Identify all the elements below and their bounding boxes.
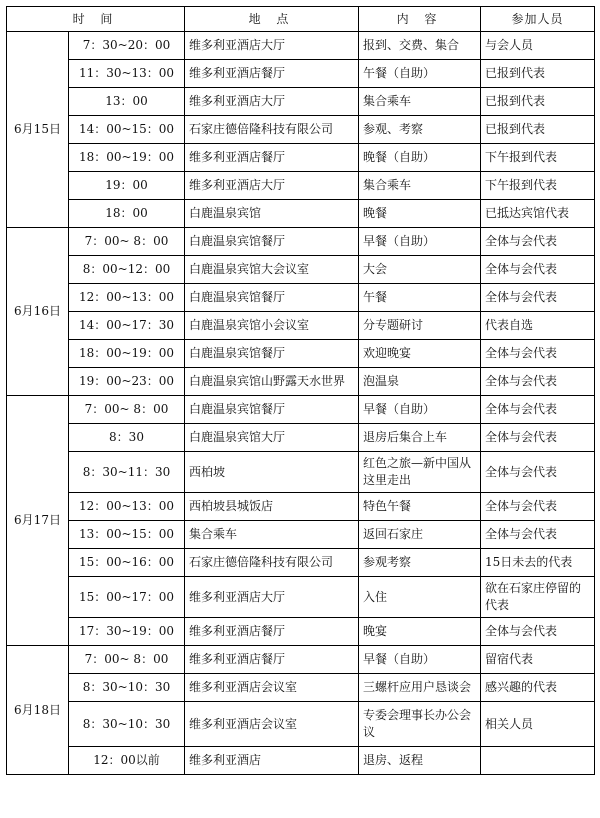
people-cell: 已报到代表 <box>481 116 595 144</box>
people-cell: 下午报到代表 <box>481 172 595 200</box>
table-row <box>7 702 595 747</box>
time-cell: 8：30 <box>69 424 185 452</box>
table-row <box>7 452 595 493</box>
content-cell: 集合乘车 <box>359 172 481 200</box>
time-cell: 7：30~20：00 <box>69 32 185 60</box>
people-cell: 感兴趣的代表 <box>481 674 595 702</box>
place-cell: 维多利亚酒店餐厅 <box>185 60 359 88</box>
place-cell: 维多利亚酒店会议室 <box>185 702 359 747</box>
table-row <box>7 424 595 452</box>
place-cell: 西柏坡县城饭店 <box>185 493 359 521</box>
time-cell: 13：00~15：00 <box>69 521 185 549</box>
table-row <box>7 493 595 521</box>
content-cell: 晚餐 <box>359 200 481 228</box>
people-cell: 与会人员 <box>481 32 595 60</box>
people-cell: 全体与会代表 <box>481 340 595 368</box>
table-row <box>7 396 595 424</box>
time-cell: 19：00~23：00 <box>69 368 185 396</box>
header-content: 内 容 <box>359 7 481 32</box>
place-cell: 白鹿温泉宾馆 <box>185 200 359 228</box>
table-row <box>7 549 595 577</box>
people-cell: 欲在石家庄停留的代表 <box>481 577 595 618</box>
table-row <box>7 200 595 228</box>
place-cell: 维多利亚酒店餐厅 <box>185 144 359 172</box>
place-cell: 维多利亚酒店 <box>185 747 359 775</box>
content-cell: 参观、考察 <box>359 116 481 144</box>
content-cell: 大会 <box>359 256 481 284</box>
table-row <box>7 340 595 368</box>
table-row <box>7 674 595 702</box>
content-cell: 早餐（自助） <box>359 228 481 256</box>
content-cell: 退房后集合上车 <box>359 424 481 452</box>
place-cell: 维多利亚酒店大厅 <box>185 577 359 618</box>
table-row <box>7 116 595 144</box>
time-cell: 15：00~16：00 <box>69 549 185 577</box>
place-cell: 白鹿温泉宾馆餐厅 <box>185 396 359 424</box>
people-cell: 代表自选 <box>481 312 595 340</box>
people-cell: 全体与会代表 <box>481 256 595 284</box>
table-row <box>7 32 595 60</box>
content-cell: 三螺杆应用户恳谈会 <box>359 674 481 702</box>
people-cell: 全体与会代表 <box>481 284 595 312</box>
time-cell: 14：00~15：00 <box>69 116 185 144</box>
place-cell: 白鹿温泉宾馆餐厅 <box>185 284 359 312</box>
time-cell: 11：30~13：00 <box>69 60 185 88</box>
time-cell: 8：00~12：00 <box>69 256 185 284</box>
people-cell: 已报到代表 <box>481 60 595 88</box>
people-cell: 15日未去的代表 <box>481 549 595 577</box>
people-cell <box>481 747 595 775</box>
place-cell: 石家庄德倍隆科技有限公司 <box>185 116 359 144</box>
day-cell: 6月15日 <box>7 32 69 228</box>
time-cell: 8：30~11：30 <box>69 452 185 493</box>
people-cell: 全体与会代表 <box>481 493 595 521</box>
place-cell: 维多利亚酒店大厅 <box>185 32 359 60</box>
people-cell: 下午报到代表 <box>481 144 595 172</box>
content-cell: 晚餐（自助） <box>359 144 481 172</box>
place-cell: 白鹿温泉宾馆大厅 <box>185 424 359 452</box>
time-cell: 15：00~17：00 <box>69 577 185 618</box>
place-cell: 白鹿温泉宾馆餐厅 <box>185 228 359 256</box>
day-cell: 6月17日 <box>7 396 69 646</box>
content-cell: 午餐（自助） <box>359 60 481 88</box>
table-row <box>7 88 595 116</box>
people-cell: 已抵达宾馆代表 <box>481 200 595 228</box>
content-cell: 分专题研讨 <box>359 312 481 340</box>
schedule-table <box>6 6 595 775</box>
time-cell: 12：00~13：00 <box>69 493 185 521</box>
day-cell: 6月18日 <box>7 646 69 775</box>
people-cell: 全体与会代表 <box>481 452 595 493</box>
content-cell: 报到、交费、集合 <box>359 32 481 60</box>
people-cell: 留宿代表 <box>481 646 595 674</box>
place-cell: 维多利亚酒店会议室 <box>185 674 359 702</box>
table-row <box>7 172 595 200</box>
time-cell: 14：00~17：30 <box>69 312 185 340</box>
content-cell: 泡温泉 <box>359 368 481 396</box>
place-cell: 白鹿温泉宾馆山野露天水世界 <box>185 368 359 396</box>
place-cell: 石家庄德倍隆科技有限公司 <box>185 549 359 577</box>
place-cell: 白鹿温泉宾馆餐厅 <box>185 340 359 368</box>
content-cell: 晚宴 <box>359 618 481 646</box>
header-place: 地 点 <box>185 7 359 32</box>
time-cell: 18：00 <box>69 200 185 228</box>
table-row <box>7 577 595 618</box>
place-cell: 白鹿温泉宾馆大会议室 <box>185 256 359 284</box>
time-cell: 13：00 <box>69 88 185 116</box>
time-cell: 12：00~13：00 <box>69 284 185 312</box>
place-cell: 维多利亚酒店餐厅 <box>185 646 359 674</box>
content-cell: 早餐（自助） <box>359 396 481 424</box>
people-cell: 已报到代表 <box>481 88 595 116</box>
time-cell: 7：00~ 8：00 <box>69 646 185 674</box>
content-cell: 集合乘车 <box>359 88 481 116</box>
header-row <box>7 7 595 32</box>
time-cell: 7：00~ 8：00 <box>69 396 185 424</box>
time-cell: 7：00~ 8：00 <box>69 228 185 256</box>
time-cell: 18：00~19：00 <box>69 340 185 368</box>
place-cell: 维多利亚酒店大厅 <box>185 88 359 116</box>
place-cell: 维多利亚酒店餐厅 <box>185 618 359 646</box>
people-cell: 全体与会代表 <box>481 424 595 452</box>
content-cell: 专委会理事长办公会议 <box>359 702 481 747</box>
table-row <box>7 60 595 88</box>
header-people: 参加人员 <box>481 7 595 32</box>
content-cell: 欢迎晚宴 <box>359 340 481 368</box>
table-row <box>7 228 595 256</box>
table-row <box>7 256 595 284</box>
table-row <box>7 747 595 775</box>
time-cell: 18：00~19：00 <box>69 144 185 172</box>
table-row <box>7 646 595 674</box>
place-cell: 白鹿温泉宾馆小会议室 <box>185 312 359 340</box>
time-cell: 19：00 <box>69 172 185 200</box>
content-cell: 入住 <box>359 577 481 618</box>
table-row <box>7 312 595 340</box>
table-row <box>7 618 595 646</box>
time-cell: 17：30~19：00 <box>69 618 185 646</box>
people-cell: 全体与会代表 <box>481 618 595 646</box>
header-time: 时 间 <box>7 7 185 32</box>
people-cell: 全体与会代表 <box>481 396 595 424</box>
day-cell: 6月16日 <box>7 228 69 396</box>
content-cell: 参观考察 <box>359 549 481 577</box>
content-cell: 返回石家庄 <box>359 521 481 549</box>
time-cell: 8：30~10：30 <box>69 674 185 702</box>
table-row <box>7 521 595 549</box>
table-row <box>7 368 595 396</box>
content-cell: 红色之旅—新中国从这里走出 <box>359 452 481 493</box>
content-cell: 早餐（自助） <box>359 646 481 674</box>
content-cell: 午餐 <box>359 284 481 312</box>
place-cell: 西柏坡 <box>185 452 359 493</box>
content-cell: 退房、返程 <box>359 747 481 775</box>
people-cell: 全体与会代表 <box>481 368 595 396</box>
people-cell: 全体与会代表 <box>481 521 595 549</box>
time-cell: 12：00以前 <box>69 747 185 775</box>
time-cell: 8：30~10：30 <box>69 702 185 747</box>
place-cell: 维多利亚酒店大厅 <box>185 172 359 200</box>
table-row <box>7 284 595 312</box>
place-cell: 集合乘车 <box>185 521 359 549</box>
people-cell: 全体与会代表 <box>481 228 595 256</box>
table-row <box>7 144 595 172</box>
content-cell: 特色午餐 <box>359 493 481 521</box>
people-cell: 相关人员 <box>481 702 595 747</box>
